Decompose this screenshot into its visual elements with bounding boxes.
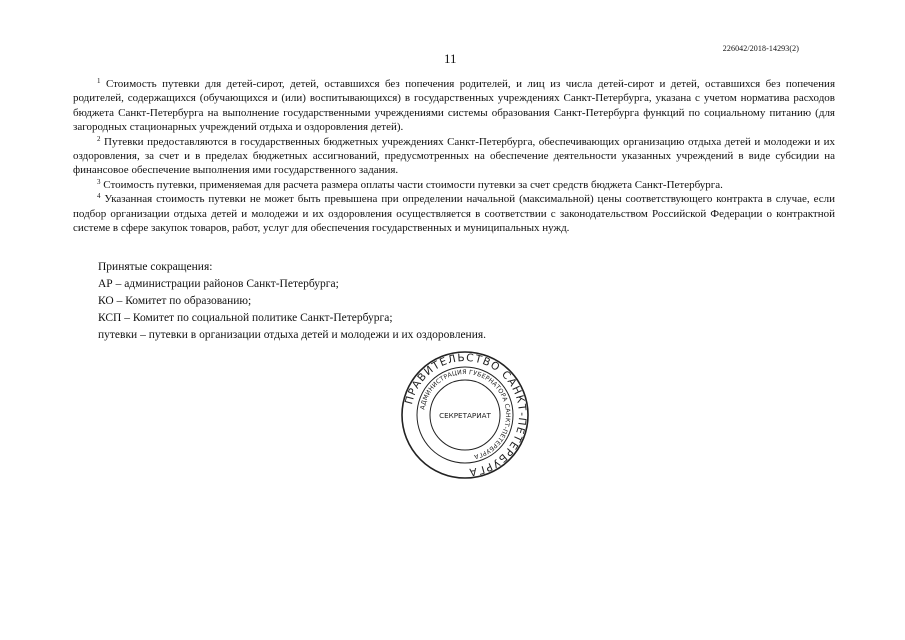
footnote-mark: 2 xyxy=(97,134,101,143)
footnote-1 xyxy=(73,77,835,135)
footnote-text: Путевки предоставляются в государственных бюджетных учреждениях Санкт-Петербурга, обеспечивающих организацию отдыха детей и молодежи и их оздоровления, за счет и в пределах бюджетных ассигнований, предусмотренных на обеспечение деятельности указанных учреждений в виде субсидии на финансовое обеспечение выполнения ими государственного задания. xyxy=(73,135,836,177)
document-id: 226042/2018-14293(2) xyxy=(722,44,799,53)
abbreviations-title: Принятые сокращения: xyxy=(98,261,213,273)
footnote-3 xyxy=(73,178,835,192)
stamp-inner-text: АДМИНИСТРАЦИЯ ГУБЕРНАТОРА САНКТ-ПЕТЕРБУРГА xyxy=(419,368,512,460)
footnote-text: Стоимость путевки для детей-сирот, детей, оставшихся без попечения родителей, и лиц из числа детей-сирот и детей, оставшихся без попечения родителей, содержащихся (обучающихся и (или) воспитывающихся) в государственных учреждениях Санкт-Петербурга, указана с учетом норматива расходов бюджета Санкт-Петербурга на выполнение государственными учреждениями системы образования Санкт-Петербурга функций по социальному питанию (для загородных стационарных учреждений отдыха и оздоровления детей). xyxy=(73,78,836,134)
footnote-mark: 1 xyxy=(97,77,101,85)
footnote-mark: 4 xyxy=(97,192,101,201)
abbreviation-item: путевки – путевки в организации отдыха детей и молодежи и их оздоровления. xyxy=(98,329,487,341)
footnote-text: Указанная стоимость путевки не может быть превышена при определении начальной (максимальной) цены соответствующего контракта в случае, если подбор организации отдыха детей и молодежи и их оздоровления осуществляется в соответствии с законодательством Российской Федерации о контрактной системе в сфере закупок товаров, работ, услуг для обеспечения государственных и муниципальных нужд. xyxy=(73,193,835,235)
page-number: 11 xyxy=(444,51,457,66)
footnote-text: Стоимость путевки, применяемая для расчета размера оплаты части стоимости путевки за счет средств бюджета Санкт-Петербурга. xyxy=(103,178,723,191)
abbreviation-item: КСП – Комитет по социальной политике Санкт-Петербурга; xyxy=(98,312,393,324)
footnotes xyxy=(73,77,835,235)
footnote-mark: 3 xyxy=(97,177,101,186)
stamp-outer-text: ПРАВИТЕЛЬСТВО САНКТ-ПЕТЕРБУРГА xyxy=(403,351,529,479)
abbreviation-item: КО – Комитет по образованию; xyxy=(98,295,252,307)
abbreviation-item: АР – администрации районов Санкт-Петербурга; xyxy=(98,278,339,290)
footnote-2 xyxy=(73,135,835,178)
footnote-4 xyxy=(73,192,835,235)
secretariat-stamp xyxy=(400,350,530,480)
abbreviations xyxy=(98,259,618,344)
stamp-center-text: СЕКРЕТАРИАТ xyxy=(439,411,491,420)
